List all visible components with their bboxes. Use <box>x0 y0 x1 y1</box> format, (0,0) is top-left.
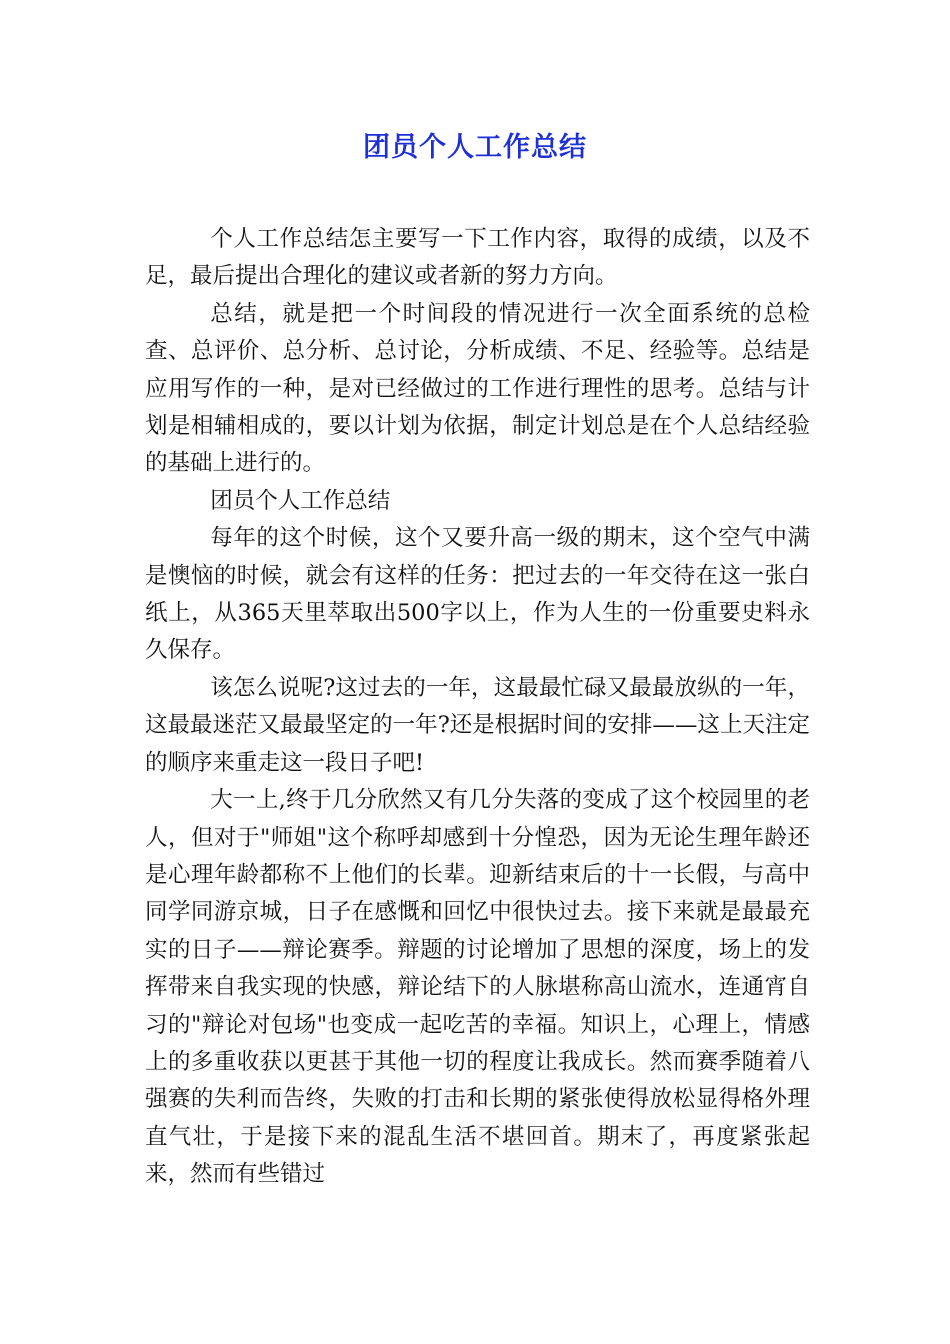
paragraph-reflection: 该怎么说呢?这过去的一年，这最最忙碌又最最放纵的一年，这最最迷茫又最最坚定的一年?还是根据时间的安排——这上天注定的顺序来重走这一段日子吧! <box>145 674 810 776</box>
document-body <box>145 221 810 1194</box>
paragraph-freshman-term: 大一上,终于几分欣然又有几分失落的变成了这个校园里的老人，但对于"师姐"这个称呼却感到十分惶恐，因为无论生理年龄还是心理年龄都称不上他们的长辈。迎新结束后的十一长假，与高中同学同游京城，日子在感慨和回忆中很快过去。接下来就是最最充实的日子——辩论赛季。辩题的讨论增加了思想的深度，场上的发挥带来自我实现的快感，辩论结下的人脉堪称高山流水，连通宵自习的"辩论对包场"也变成一起吃苦的幸福。知识上，心理上，情感上的多重收获以更甚于其他一切的程度让我成长。然而赛季随着八强赛的失利而告终，失败的打击和长期的紧张使得放松显得格外理直气壮，于是接下来的混乱生活不堪回首。期末了，再度紧张起来，然而有些错过 <box>145 787 810 1188</box>
paragraph-subtitle: 团员个人工作总结 <box>210 487 391 514</box>
paragraph-yearly: 每年的这个时候，这个又要升高一级的期末，这个空气中满是懊恼的时候，就会有这样的任务：把过去的一年交待在这一张白纸上，从365天里萃取出500字以上，作为人生的一份重要史料永久保存。 <box>145 525 810 664</box>
paragraph-intro: 个人工作总结怎主要写一下工作内容，取得的成绩，以及不足，最后提出合理化的建议或者新的努力方向。 <box>145 226 810 290</box>
paragraph-definition: 总结，就是把一个时间段的情况进行一次全面系统的总检查、总评价、总分析、总讨论，分析成绩、不足、经验等。总结是应用写作的一种，是对已经做过的工作进行理性的思考。总结与计划是相辅相成的，要以计划为依据，制定计划总是在个人总结经验的基础上进行的。 <box>145 300 810 477</box>
document-title: 团员个人工作总结 <box>363 132 587 163</box>
